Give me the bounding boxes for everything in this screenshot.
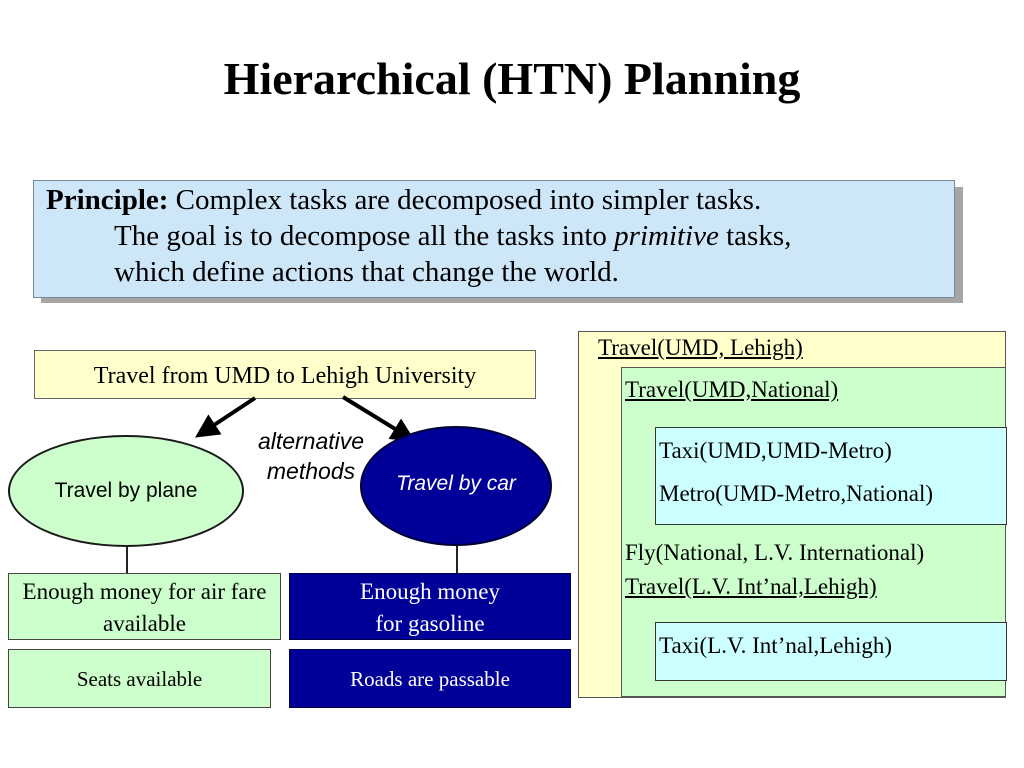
root-task-box: Travel from UMD to Lehigh University — [34, 350, 536, 399]
method-car-label: Travel by car — [396, 472, 516, 495]
car-condition-money: Enough money for gasoline — [289, 573, 571, 640]
car-connector — [456, 546, 458, 573]
principle-text-2a: The goal is to decompose all the tasks into — [114, 220, 615, 252]
primitive-metro: Metro(UMD-Metro,National) — [659, 481, 934, 506]
principle-text-1: Complex tasks are decomposed into simpler tasks. — [168, 184, 762, 216]
car-condition-roads: Roads are passable — [289, 649, 571, 708]
principle-emphasis: primitive — [614, 220, 719, 252]
plane-condition-seats: Seats available — [8, 649, 271, 708]
plane-connector — [126, 547, 128, 573]
top-task-label: Travel(UMD, Lehigh) — [598, 335, 803, 360]
slide-title: Hierarchical (HTN) Planning — [223, 53, 801, 104]
subtask-1-label: Travel(UMD,National) — [625, 377, 839, 402]
alternative-methods-label: alternative methods — [257, 428, 365, 484]
primitive-taxi-1: Taxi(UMD,UMD-Metro) — [659, 438, 892, 463]
principle-line-3: which define actions that change the world. — [114, 256, 619, 288]
principle-label: Principle: — [46, 184, 169, 216]
method-car-node — [360, 426, 552, 546]
method-plane-node — [8, 435, 244, 547]
plane-condition-money: Enough money for air fare available — [8, 573, 281, 640]
subtask-2-label: Travel(L.V. Int’nal,Lehigh) — [625, 574, 877, 599]
method-plane-label: Travel by plane — [54, 479, 198, 502]
primitive-fly: Fly(National, L.V. International) — [625, 540, 925, 565]
primitive-taxi-2: Taxi(L.V. Int’nal,Lehigh) — [659, 633, 893, 658]
principle-text-2b: tasks, — [718, 220, 792, 252]
